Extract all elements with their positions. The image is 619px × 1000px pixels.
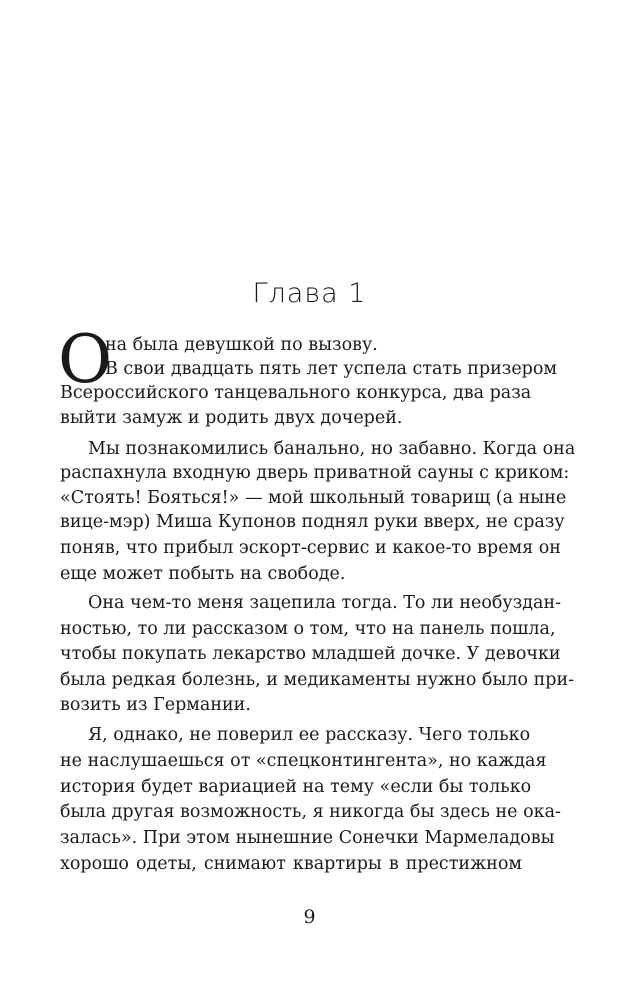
- text-line: Мы познакомились банально, но забавно. Когда она: [88, 439, 576, 459]
- text-line: выйти замуж и родить двух дочерей.: [60, 408, 403, 428]
- text-line: Она чем-то меня зацепила тогда. То ли необуздан-: [88, 593, 562, 613]
- text-line: не наслушаешься от «спецконтингента», но каждая: [60, 751, 547, 771]
- text-line: Я, однако, не поверил ее рассказу. Чего только: [88, 725, 531, 745]
- text-line: возить из Германии.: [60, 695, 251, 715]
- chapter-title: Глава 1: [252, 278, 367, 309]
- text-line: история будет вариацией на тему «если бы только: [60, 777, 532, 797]
- text-line: еще может побыть на свободе.: [60, 564, 346, 584]
- text-line: вице-мэр) Миша Купонов поднял руки вверх, не сразу: [60, 512, 565, 532]
- text-line: ностью, то ли рассказом о том, что на панель пошла,: [60, 619, 556, 639]
- text-line: распахнула входную дверь приватной сауны с криком:: [60, 463, 570, 483]
- text-line: хорошо одеты, снимают квартиры в престижном: [60, 854, 522, 874]
- text-line: была другая возможность, я никогда бы здесь не ока-: [60, 802, 561, 822]
- text-line: В свои двадцать пять лет успела стать призером: [105, 359, 558, 379]
- text-line: «Стоять! Бояться!» — мой школьный товарищ (а ныне: [60, 488, 567, 508]
- text-line: была редкая болезнь, и медикаменты нужно было при-: [60, 670, 575, 690]
- text-line: поняв, что прибыл эскорт-сервис и какое-то время он: [60, 538, 561, 558]
- text-line: чтобы покупать лекарство младшей дочке. У девочки: [60, 644, 561, 664]
- text-line: на была девушкой по вызову.: [105, 335, 378, 355]
- text-line: Всероссийского танцевального конкурса, два раза: [60, 383, 532, 403]
- page-number: 9: [303, 906, 316, 928]
- drop-cap-letter: О: [58, 321, 113, 398]
- text-line: залась». При этом нынешние Сонечки Мармеладовы: [60, 828, 555, 848]
